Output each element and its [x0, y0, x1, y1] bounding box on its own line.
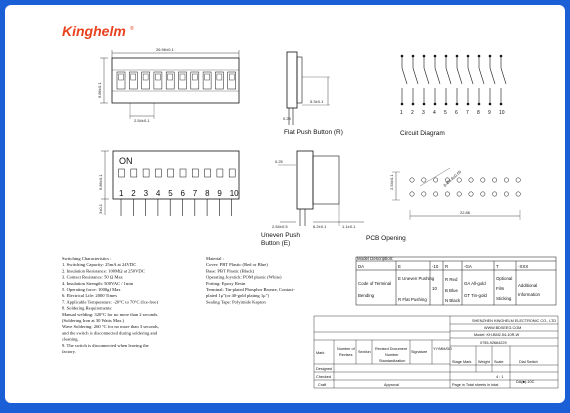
- dim-top-height: 9.86±0.1: [97, 82, 102, 98]
- spec-line-6: 6. Electrical Life: 2000 Times: [62, 293, 117, 299]
- switch-number-5: 5: [168, 189, 173, 198]
- circuit-node-top-1: [401, 55, 403, 57]
- circuit-number-6: 6: [455, 110, 458, 116]
- spec-line-7: 7. Applicable Temperature: -20°C to 70°C (Ice-free): [62, 299, 158, 305]
- model-desc-terminal-2: Bending: [358, 293, 375, 298]
- tb-website: WWW.BDSEEG.COM: [484, 326, 522, 330]
- material-line-7: Sealing Tape: Polyimide Kapton: [206, 299, 266, 305]
- circuit-node-bottom-5: [445, 103, 447, 105]
- model-desc-blue: B Blue: [445, 288, 458, 293]
- dim-pcb-pitch: 2.54±0.1: [389, 174, 394, 190]
- tb-dial-switch: Dial Switch: [519, 360, 538, 364]
- model-desc-film-2: Film: [496, 286, 505, 291]
- circuit-number-1: 1: [400, 110, 403, 116]
- spec-line-0: Switching Characteristics :: [62, 256, 112, 261]
- kinghelm-logo: Kinghelm: [62, 23, 126, 39]
- material-line-2: Base: PBT Plastic (Black): [206, 268, 255, 274]
- uneven-push-label-2: Button (E): [261, 240, 291, 247]
- model-desc-ga: GA All-gold: [464, 281, 486, 286]
- model-desc-gt: GT Tin-gold: [464, 293, 487, 298]
- logo-registered-mark: ®: [130, 26, 134, 32]
- circuit-node-bottom-7: [467, 103, 469, 105]
- tb-designed: Designed: [316, 367, 333, 371]
- dim-side-thk: 0.25: [283, 116, 291, 121]
- model-desc-addl-1: Additional: [518, 283, 538, 288]
- spec-line-13: cleaning.: [62, 336, 79, 342]
- tb-standardization: Standardization: [379, 359, 406, 363]
- spec-line-10: (Soldering Iron at 30 Watts Max.): [62, 318, 125, 323]
- circuit-node-top-4: [434, 55, 436, 57]
- circuit-node-top-2: [412, 55, 414, 57]
- dim-uneven-h: 0.25: [275, 159, 283, 164]
- switch-number-8: 8: [205, 189, 210, 198]
- circuit-node-top-7: [467, 55, 469, 57]
- dim-uneven-pitch: 2.54±0.5: [272, 224, 288, 229]
- circuit-number-3: 3: [422, 110, 425, 116]
- model-code-3: R: [445, 264, 449, 269]
- switch-number-1: 1: [119, 189, 124, 198]
- model-code-6: -XXX: [518, 264, 529, 269]
- model-desc-terminal-1: Code of Terminal: [358, 281, 392, 286]
- spec-line-5: 5. Operating force: 1000gf Max: [62, 287, 121, 292]
- tb-date: YY/MM/DD: [433, 347, 452, 351]
- circuit-number-10: 10: [499, 110, 505, 116]
- switch-number-7: 7: [192, 189, 198, 198]
- circuit-node-bottom-2: [412, 103, 414, 105]
- spec-line-14: 9. The switch is disconnected when leaving the: [62, 342, 149, 348]
- material-line-6: plated 1μ"(or 40-gold plating 1μ"): [206, 293, 270, 299]
- switch-number-10: 10: [229, 189, 239, 198]
- tb-revised-2: Number: [385, 353, 399, 357]
- switch-number-9: 9: [217, 189, 222, 198]
- model-code-1: E: [398, 264, 401, 269]
- model-description-title: Model Description:: [357, 256, 394, 261]
- dim-uneven-base: 1.1±0.1: [342, 224, 356, 229]
- tb-weight: Weight: [478, 360, 490, 364]
- tb-revised-1: Revised Document: [375, 347, 408, 351]
- circuit-number-7: 7: [466, 110, 469, 116]
- dim-pcb-span: 22.86: [460, 210, 471, 215]
- model-desc-film-3: Sticking: [496, 296, 512, 301]
- uneven-push-label-1: Uneven Push: [261, 232, 301, 239]
- circuit-number-8: 8: [477, 110, 480, 116]
- material-line-5: Terminal: Tin-plated Phosphor Bronze, Contact-: [206, 287, 295, 292]
- tb-scale: Scale: [494, 360, 504, 364]
- circuit-node-top-10: [500, 55, 502, 57]
- tb-scale-value: 4 : 1: [496, 375, 504, 379]
- switch-number-6: 6: [180, 189, 185, 198]
- circuit-node-bottom-4: [434, 103, 436, 105]
- dim-side-depth: 5.3±0.1: [310, 99, 324, 104]
- tb-num-rev-2: Revises: [339, 353, 353, 357]
- material-line-4: Potting: Epoxy Resin: [206, 280, 246, 286]
- dim-front-width: 9.86±0.1: [98, 174, 103, 190]
- circuit-number-2: 2: [411, 110, 414, 116]
- circuit-diagram-label: Circuit Diagram: [400, 130, 445, 137]
- material-line-3: Operating Joystick: POM plastic (White): [206, 274, 282, 280]
- circuit-number-5: 5: [444, 110, 447, 116]
- tb-checked: Checked: [316, 375, 331, 379]
- circuit-node-top-9: [489, 55, 491, 57]
- tb-craft: Craft: [318, 383, 327, 387]
- spec-line-1: 1. Switching Capacity: 25mA at 24VDC: [62, 262, 137, 268]
- spec-line-3: 3. Contact Resistance: 50 Ω Max: [62, 274, 123, 280]
- tb-page: Page in Total sheets in total: [452, 383, 499, 387]
- model-desc-e: E Uneven Pushing: [398, 276, 435, 281]
- dim-front-pin: 3±0.1: [98, 204, 103, 214]
- model-desc-10: 10: [432, 286, 437, 291]
- flat-push-label: Flat Push Button (R): [284, 129, 343, 136]
- tb-approval: Approval: [384, 383, 399, 387]
- circuit-node-bottom-3: [423, 103, 425, 105]
- tb-mark: Mark: [316, 351, 325, 355]
- model-code-0: DA: [358, 264, 365, 269]
- circuit-node-top-3: [423, 55, 425, 57]
- tb-section: Section: [358, 350, 371, 354]
- tb-phone: 0755-92664229: [480, 341, 507, 345]
- tb-num-rev-1: Number of: [337, 347, 355, 351]
- circuit-node-top-5: [445, 55, 447, 57]
- on-label: ON: [119, 156, 133, 166]
- model-code-2: -10: [432, 264, 439, 269]
- spec-line-11: Wave Soldering: 260 °C for no more than 3 seconds,: [62, 324, 159, 330]
- spec-line-8: 8. Soldering Requirements:: [62, 305, 113, 311]
- circuit-node-bottom-6: [456, 103, 458, 105]
- switch-number-2: 2: [131, 189, 136, 198]
- circuit-node-top-8: [478, 55, 480, 57]
- spec-line-15: factory.: [62, 349, 76, 354]
- tb-signature: Signature: [411, 350, 428, 354]
- dim-top-pitch: 2.54±0.1: [134, 118, 150, 123]
- spec-line-2: 2. Insulation Resistance: 100MΩ at 250VDC: [62, 268, 145, 274]
- model-desc-addl-2: Information: [518, 292, 540, 297]
- model-code-4: -GA: [464, 264, 472, 269]
- material-line-1: Cover: PBT Plastic (Red or Blue): [206, 262, 268, 268]
- tb-stage-mark: Stage Mark: [452, 360, 472, 364]
- circuit-node-bottom-10: [500, 103, 502, 105]
- dim-top-width: 26.96±0.1: [156, 47, 174, 52]
- model-desc-black: N Black: [445, 298, 461, 303]
- tb-company: SHENZHEN KINGHELM ELECTRONIC CO., LTD: [472, 319, 557, 323]
- model-desc-film-1: Optional: [496, 276, 513, 281]
- circuit-node-bottom-1: [401, 103, 403, 105]
- dim-uneven-width: 6.2±0.1: [313, 224, 327, 229]
- tb-model: Model: KH-BM2.54-10R-W: [474, 333, 520, 337]
- tb-code: DA(■)-10C: [516, 380, 535, 384]
- switch-number-4: 4: [155, 189, 161, 198]
- circuit-number-4: 4: [433, 110, 436, 116]
- model-desc-r: R Flat Pushing: [398, 297, 427, 302]
- circuit-node-top-6: [456, 55, 458, 57]
- circuit-number-9: 9: [488, 110, 491, 116]
- switch-number-3: 3: [143, 189, 149, 198]
- dim-pcb-hole: 8-Ø0.8±0.05: [442, 169, 463, 188]
- pcb-opening-label: PCB Opening: [366, 235, 406, 242]
- spec-line-12: and the switch is disconnected during soldering and: [62, 330, 158, 336]
- circuit-node-bottom-8: [478, 103, 480, 105]
- spec-line-9: Manual welding: 320°C for no more than 2 seconds.: [62, 311, 159, 317]
- circuit-node-bottom-9: [489, 103, 491, 105]
- model-desc-red: R Red: [445, 277, 458, 282]
- material-line-0: Material :: [206, 256, 224, 261]
- model-code-5: T: [496, 264, 499, 269]
- spec-line-4: 4. Insulation Strength: 500VAC / 1min: [62, 280, 134, 286]
